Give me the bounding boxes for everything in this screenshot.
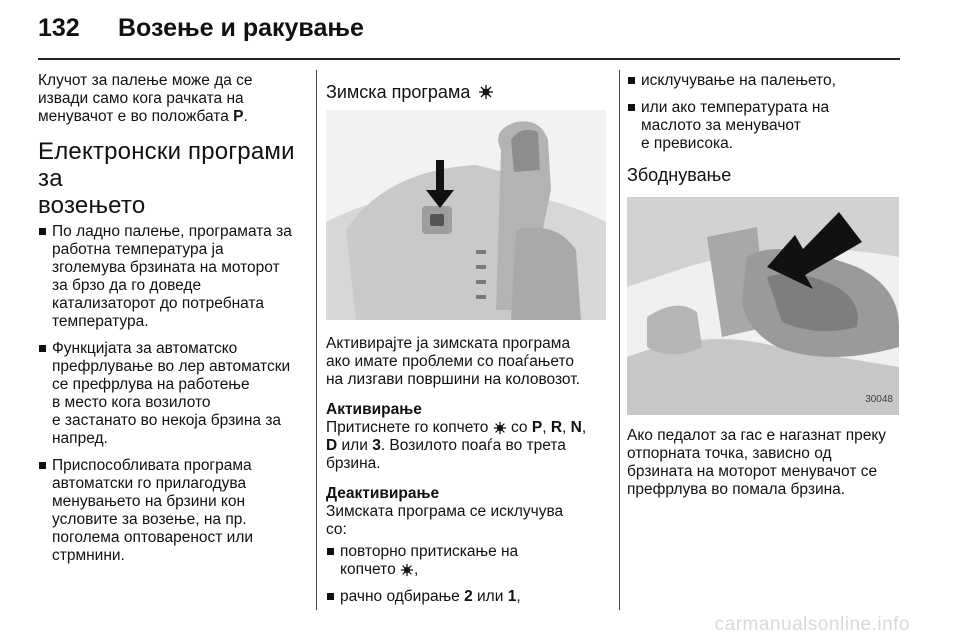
list-item: По ладно палење, програмата за работна температура ја зголемува брзината на моторот за брзо да го доведе катализаторот до потребната температура. — [38, 223, 308, 331]
winter-program-title: Зимска програма — [326, 82, 611, 102]
pedal-photo — [627, 197, 899, 415]
list-item: Приспособливата програма автоматски го прилагодува менувањето на брзини кон условите за возење, на пр. поголема оптовареност или стрмнини. — [38, 457, 308, 565]
deactivation-text: Зимската програма се исклучува со: — [326, 503, 564, 538]
program-bullet-list — [38, 223, 308, 565]
header-title: Возење и ракување — [118, 14, 364, 42]
list-item: или ако температурата на маслото за менувачот е превисока. — [627, 99, 907, 153]
snowflake-icon — [400, 563, 414, 577]
gear-selector-photo — [326, 110, 606, 320]
winter-program-caption: Активирајте ја зимската програма ако имате проблеми со поаѓањето на лизгави површини на коловозот. — [326, 335, 580, 388]
column-right — [627, 72, 907, 499]
column-middle — [326, 72, 611, 615]
kickdown-title: Збоднување — [627, 165, 732, 185]
snowflake-icon — [478, 84, 494, 100]
snowflake-icon — [493, 421, 507, 435]
page-number: 132 — [38, 14, 80, 42]
header-rule — [38, 58, 900, 60]
activation-text: Притиснете го копчето со P, R, N, D или 3. Возилото поаѓа во трета брзина. — [326, 419, 587, 472]
watermark: carmanualsonline.info — [714, 614, 910, 635]
list-item: Функцијата за автоматско префрлување во лер автоматски се префрлува на работење в место кога возилото е застанато во некоја брзина за напред. — [38, 340, 308, 448]
column-left — [38, 72, 308, 574]
kickdown-caption: Ако педалот за гас е нагазнат преку отпорната точка, зависно од брзината на моторот менувачот се префрлува во помала брзина. — [627, 427, 887, 498]
column-divider-right — [619, 70, 620, 610]
list-item: повторно притискање на копчето , — [326, 543, 611, 579]
activation-title: Активирање — [326, 401, 422, 418]
section-title-electronic-programs: Електронски програми за возењето — [38, 138, 295, 219]
column-divider-left — [316, 70, 317, 610]
deactivation-title: Деактивирање — [326, 485, 440, 502]
list-item: рачно одбирање 2 или 1, — [326, 588, 611, 606]
deactivation-bullet-list — [326, 543, 611, 606]
kickdown-figure — [627, 197, 899, 415]
intro-text: Клучот за палење може да се извади само кога рачката на менувачот е во положбата P. — [38, 72, 253, 125]
list-item: исклучување на палењето, — [627, 72, 907, 90]
figure-code: 30048 — [865, 394, 893, 405]
continued-bullet-list — [627, 72, 907, 153]
